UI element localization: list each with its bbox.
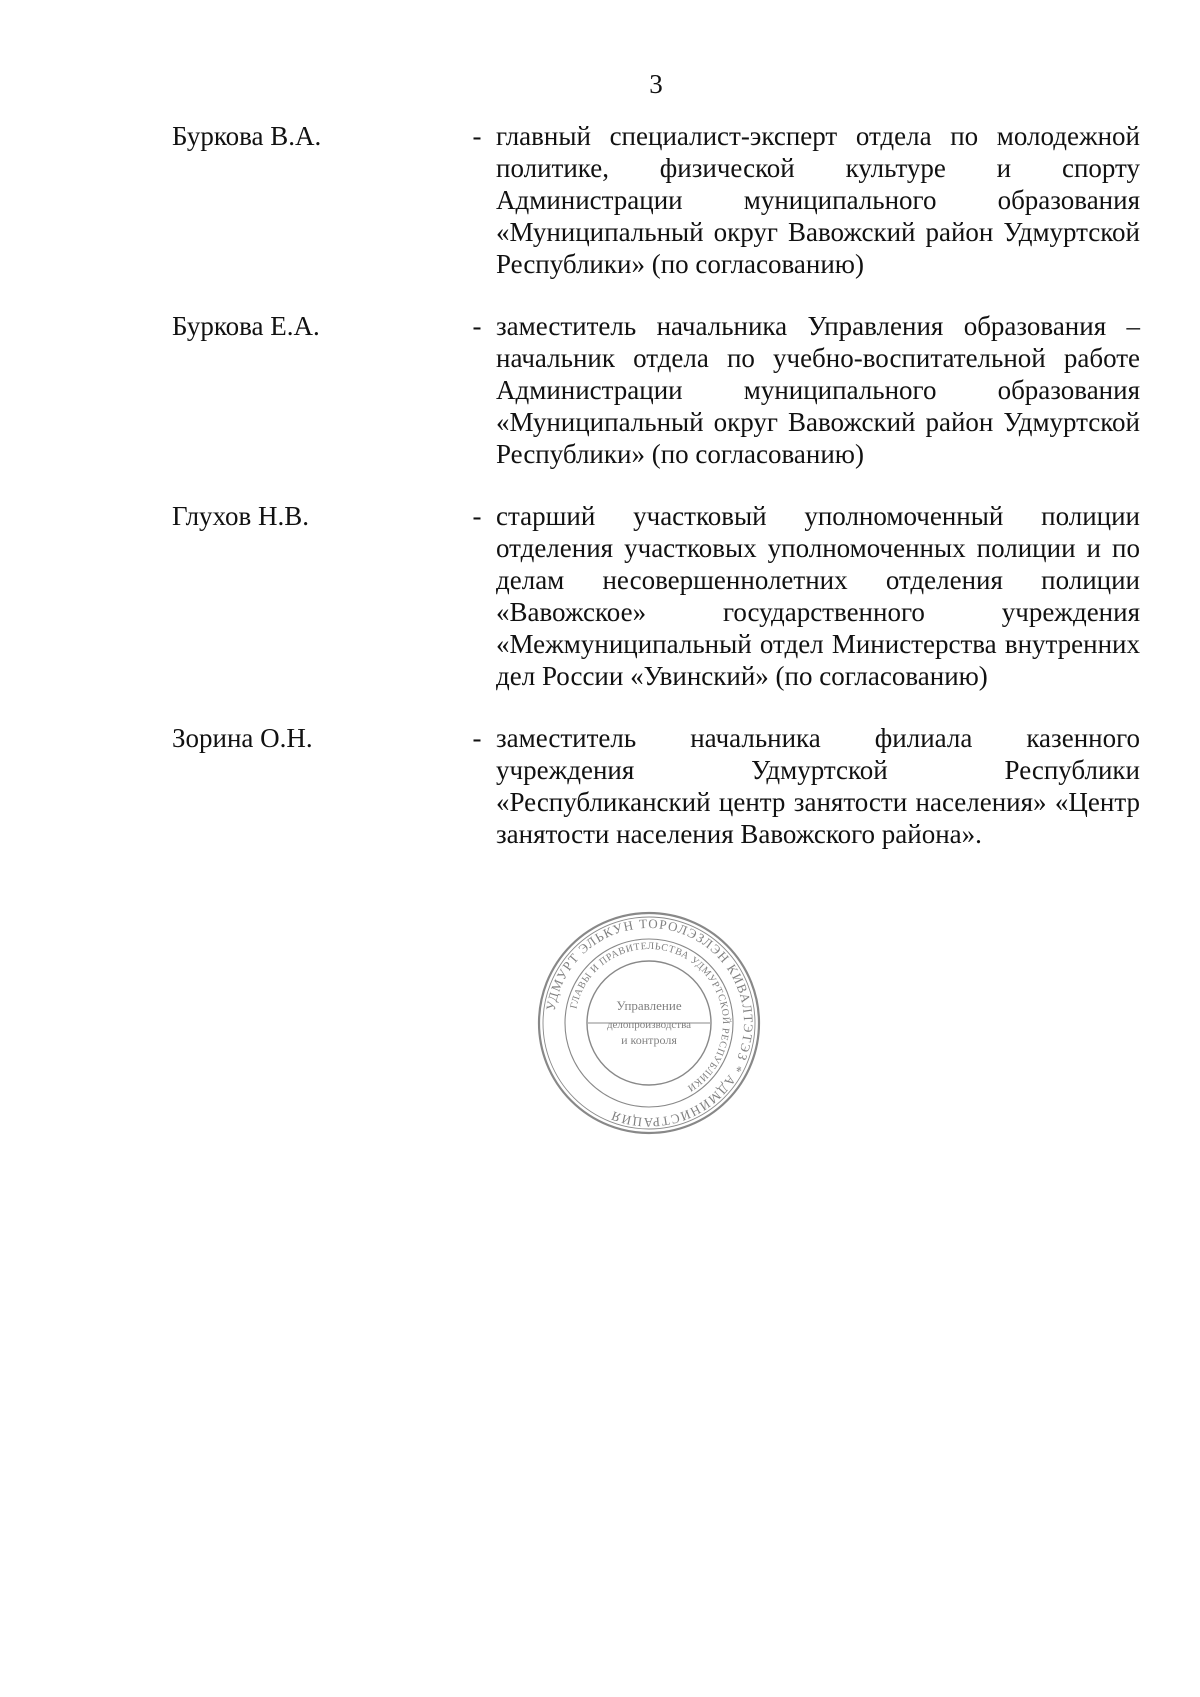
member-dash: -	[472, 121, 482, 151]
seal-inner-text: ГЛАВЫ И ПРАВИТЕЛЬСТВА УДМУРТСКОЙ РЕСПУБЛИКИ	[568, 940, 732, 1094]
page-number: 3	[649, 69, 663, 99]
member-row	[172, 722, 1140, 850]
seal-center-line-3: и контроля	[621, 1033, 677, 1047]
member-dash: -	[472, 311, 482, 341]
member-name: Зорина О.Н.	[172, 723, 313, 753]
member-list	[172, 120, 1140, 850]
member-row	[172, 120, 1140, 280]
member-name: Глухов Н.В.	[172, 501, 310, 531]
member-role: заместитель начальника Управления образования – начальник отдела по учебно-воспитательной работе Администрации муниципального образования «Муниципальный округ Вавожский район Удмуртской Республики» (по согласованию)	[496, 311, 1140, 469]
member-name: Буркова Е.А.	[172, 311, 320, 341]
member-dash: -	[472, 723, 482, 753]
member-role: заместитель начальника филиала казенного учреждения Удмуртской Республики «Республиканский центр занятости населения» «Центр занятости населения Вавожского района».	[496, 723, 1140, 849]
seal-center-line-1: Управление	[616, 998, 682, 1013]
member-name: Буркова В.А.	[172, 121, 322, 151]
member-row	[172, 500, 1140, 692]
member-role: старший участковый уполномоченный полиции отделения участковых уполномоченных полиции и по делам несовершеннолетних отделения полиции «Вавожское» государственного учреждения «Межмуниципальный отдел Министерства внутренних дел России «Увинский» (по согласованию)	[496, 501, 1140, 691]
member-row	[172, 310, 1140, 470]
seal-outer-text: УДМУРТ ЭЛЬКУН ТОРОЛЭЗЛЭН КИВАЛТЭТЭЗ * АДМИНИСТРАЦИЯ	[542, 915, 757, 1131]
member-role: главный специалист-эксперт отдела по молодежной политике, физической культуре и спорту Администрации муниципального образования «Муниципальный округ Вавожский район Удмуртской Республики» (по согласованию)	[496, 121, 1140, 279]
official-seal	[536, 910, 762, 1136]
member-dash: -	[472, 501, 482, 531]
seal-center-line-2: делопроизводства	[606, 1019, 692, 1031]
